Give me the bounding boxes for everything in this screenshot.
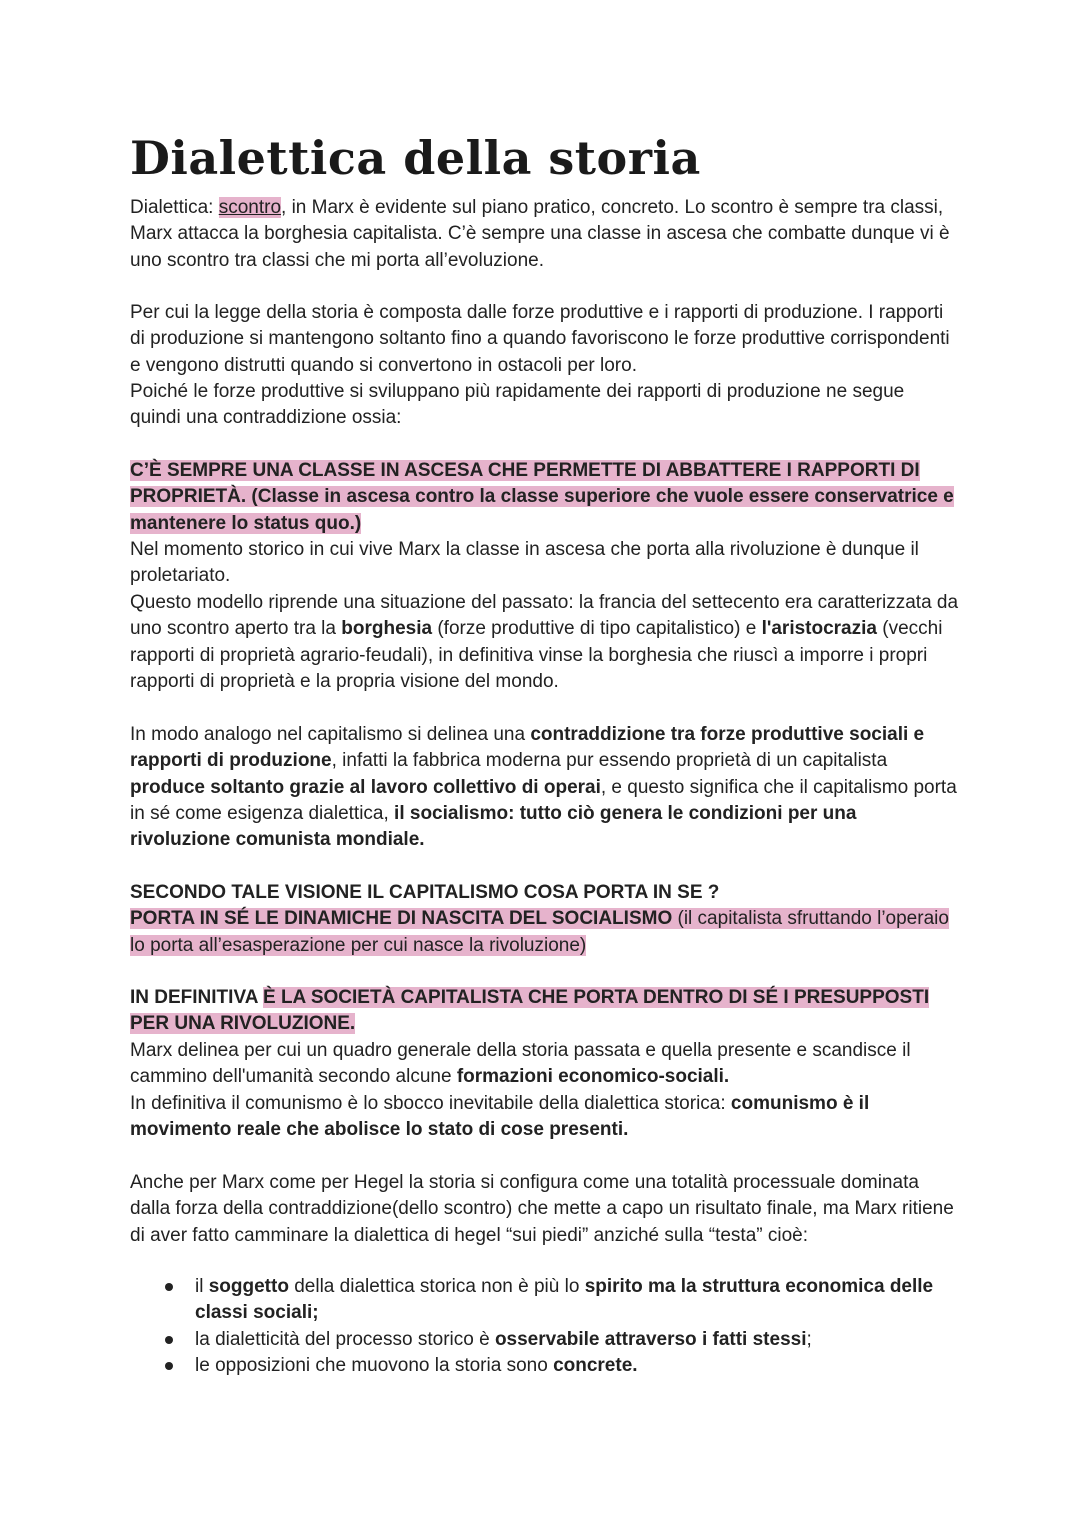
highlighted-caps: È LA SOCIETÀ CAPITALISTA CHE PORTA DENTRO DI SÉ I PRESUPPOSTI PER UNA RIVOLUZIONE.: [130, 987, 930, 1035]
list-item: [130, 1353, 960, 1379]
paragraph-comunismo: [130, 1091, 960, 1144]
question-heading: SECONDO TALE VISIONE IL CAPITALISMO COSA PORTA IN SE ?: [130, 882, 720, 903]
paragraph-proletariato: Nel momento storico in cui vive Marx la classe in ascesa che porta alla rivoluzione è dunque il proletariato.: [130, 539, 919, 587]
text: IN DEFINITIVA: [130, 987, 263, 1008]
text: (forze produttive di tipo capitalistico) e: [432, 618, 762, 640]
bold-term: il socialismo: tutto ciò genera le condizioni per una rivoluzione comunista mondiale.: [130, 802, 857, 851]
highlighted-term: scontro: [218, 197, 282, 218]
text: Questo modello riprende una situazione del passato: la francia del settecento era caratterizzata da uno scontro aperto tra la: [130, 592, 959, 640]
conclusion-heading: [130, 985, 960, 1038]
text: , in Marx è evidente sul piano pratico, concreto. Lo scontro è sempre tra classi, Marx attacca la borghesia capitalista. C’è sempre una classe in ascesa che combatte dunque vi è uno scontro tra classi che mi porta all’evoluzione.: [130, 197, 950, 271]
bold-term: formazioni economico-sociali.: [456, 1066, 730, 1088]
highlighted-statement: [130, 458, 960, 537]
bold-term: concrete.: [553, 1354, 638, 1376]
text: , infatti la fabbrica moderna pur essendo proprietà di un capitalista: [331, 750, 888, 772]
text: In modo analogo nel capitalismo si delinea una: [130, 724, 531, 745]
highlighted-note: (il capitalista sfruttando l’operaio lo porta all’esasperazione per cui nasce la rivoluzione): [130, 908, 949, 956]
bold-term: osservabile attraverso i fatti stessi: [494, 1328, 807, 1350]
highlighted-note: (Classe in ascesa contro la classe superiore che vuole essere conservatrice e mantenere lo status quo.): [130, 486, 954, 534]
text: , e questo significa che il capitalismo porta in sé come esigenza dialettica,: [130, 776, 957, 824]
text: (vecchi rapporti di proprietà agrario-feudali), in definitiva vinse la borghesia che riuscì a imporre i propri rapporti di proprietà e la propria visione del mondo.: [130, 618, 943, 692]
highlighted-caps: C’È SEMPRE UNA CLASSE IN ASCESA CHE PERMETTE DI ABBATTERE I RAPPORTI DI PROPRIETÀ.: [130, 460, 920, 508]
text: il: [195, 1276, 209, 1297]
text: ;: [806, 1328, 812, 1350]
text: la dialetticità del processo storico è: [195, 1328, 495, 1350]
text: della dialettica storica non è più lo: [288, 1276, 585, 1297]
list-item: [130, 1327, 960, 1353]
page-title: Dialettica della storia: [130, 131, 701, 185]
bold-term: produce soltanto grazie al lavoro collettivo di operai: [130, 776, 601, 798]
paragraph-hegel: Anche per Marx come per Hegel la storia si configura come una totalità processuale dominata dalla forza della contraddizione(dello scontro) che mette a capo un risultato finale, ma Marx ritiene di aver fatto camminare la dialettica di hegel “sui piedi” anziché sulla “testa” cioè:: [130, 1172, 954, 1246]
bold-term: l'aristocrazia: [761, 618, 877, 640]
text: Dialettica:: [130, 197, 219, 218]
paragraph-legge-storia: Per cui la legge della storia è composta dalle forze produttive e i rapporti di produzione. I rapporti di produzione si mantengono soltanto fino a quando favoriscono le forze produttive corrispondenti e vengono distrutti quando si convertono in ostacoli per loro.: [130, 302, 950, 376]
list-item: [130, 1274, 960, 1327]
paragraph-dialettica: [130, 195, 960, 274]
bold-term: spirito ma la struttura economica delle classi sociali;: [195, 1276, 934, 1324]
paragraph-capitalismo: [130, 722, 960, 853]
paragraph-contraddizione: Poiché le forze produttive si sviluppano più rapidamente dei rapporti di produzione ne segue quindi una contraddizione ossia:: [130, 381, 905, 429]
question-answer: [130, 880, 960, 959]
bullet-list: [130, 1274, 960, 1379]
bold-term: comunismo è il movimento reale che abolisce lo stato di cose presenti.: [130, 1093, 870, 1141]
bold-term: soggetto: [208, 1276, 289, 1297]
paragraph-formazioni: [130, 1038, 960, 1091]
text: In definitiva il comunismo è lo sbocco inevitabile della dialettica storica:: [130, 1093, 731, 1114]
bold-term: borghesia: [341, 618, 433, 640]
bold-term: contraddizione tra forze produttive sociali e rapporti di produzione: [130, 724, 925, 772]
highlighted-answer: PORTA IN SÉ LE DINAMICHE DI NASCITA DEL SOCIALISMO: [130, 908, 673, 930]
text: Marx delinea per cui un quadro generale della storia passata e quella presente e scandisce il cammino dell'umanità secondo alcune: [130, 1040, 911, 1088]
text: le opposizioni che muovono la storia sono: [195, 1354, 554, 1376]
paragraph-francia: [130, 590, 960, 695]
